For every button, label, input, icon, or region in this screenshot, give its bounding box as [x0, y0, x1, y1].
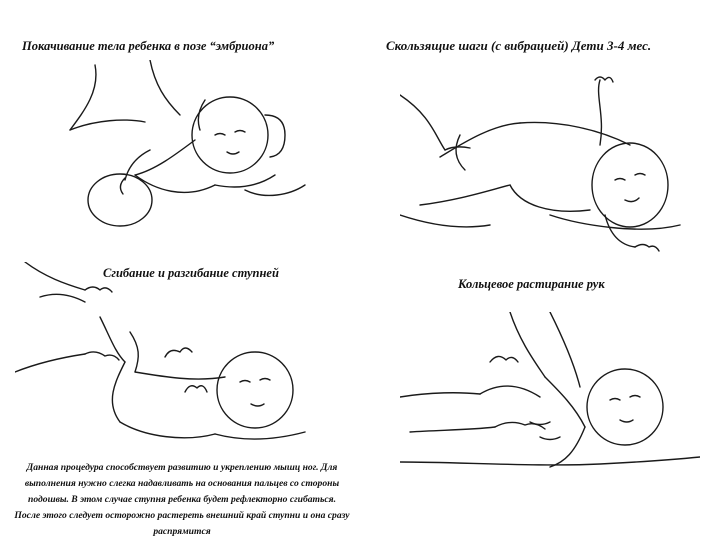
embryo-rocking-illustration [55, 60, 310, 235]
caption-embryo-rocking: Покачивание тела ребенка в позе “эмбриона” [22, 39, 275, 53]
caption-sliding-steps: Скользящие шаги (с вибрацией) Дети 3-4 мес. [386, 38, 652, 53]
caption-arm-rubbing: Кольцевое растирание рук [458, 277, 605, 291]
sliding-steps-illustration [400, 75, 700, 260]
procedure-description: Данная процедура способствует развитию и укреплению мышц ног. Для выполнения нужно слегка надавливать на основания пальцев со стороны подошвы. В этом случае ступня ребенка будет рефлекторно сгибаться. После этого следует осторожно растереть внешний край ступни и она сразу распрямится [14, 462, 350, 537]
arm-rubbing-illustration [400, 312, 700, 492]
foot-flexion-illustration [15, 262, 310, 457]
caption-foot-flexion: Сгибание и разгибание ступней [103, 266, 279, 280]
